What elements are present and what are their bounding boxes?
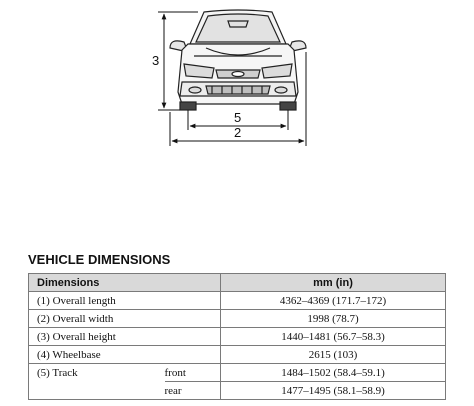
track-front-label: front (165, 364, 221, 382)
table-row (29, 328, 446, 346)
table-row-track-rear (29, 382, 446, 400)
section-title: VEHICLE DIMENSIONS (28, 252, 171, 267)
row-label: (3) Overall height (29, 328, 221, 346)
table-row (29, 346, 446, 364)
row-value: 1440–1481 (56.7–58.3) (221, 328, 446, 346)
row-label: (2) Overall width (29, 310, 221, 328)
table-row (29, 292, 446, 310)
header-dimensions: Dimensions (29, 274, 221, 292)
track-front-value: 1484–1502 (58.4–59.1) (221, 364, 446, 382)
car-front-illustration (170, 10, 306, 110)
track-rear-value: 1477–1495 (58.1–58.9) (221, 382, 446, 400)
row-value: 2615 (103) (221, 346, 446, 364)
wheelbase-label: 5 (234, 110, 242, 125)
row-label: (1) Overall length (29, 292, 221, 310)
track-label-blank (29, 382, 165, 400)
row-value: 4362–4369 (171.7–172) (221, 292, 446, 310)
table-row-track-front (29, 364, 446, 382)
track-label: (5) Track (29, 364, 165, 382)
track-rear-label: rear (165, 382, 221, 400)
dimensions-table (28, 273, 446, 400)
width-label: 2 (234, 125, 242, 140)
height-label: 3 (152, 53, 160, 68)
table-header-row (29, 274, 446, 292)
table-row (29, 310, 446, 328)
header-values: mm (in) (221, 274, 446, 292)
row-label: (4) Wheelbase (29, 346, 221, 364)
row-value: 1998 (78.7) (221, 310, 446, 328)
